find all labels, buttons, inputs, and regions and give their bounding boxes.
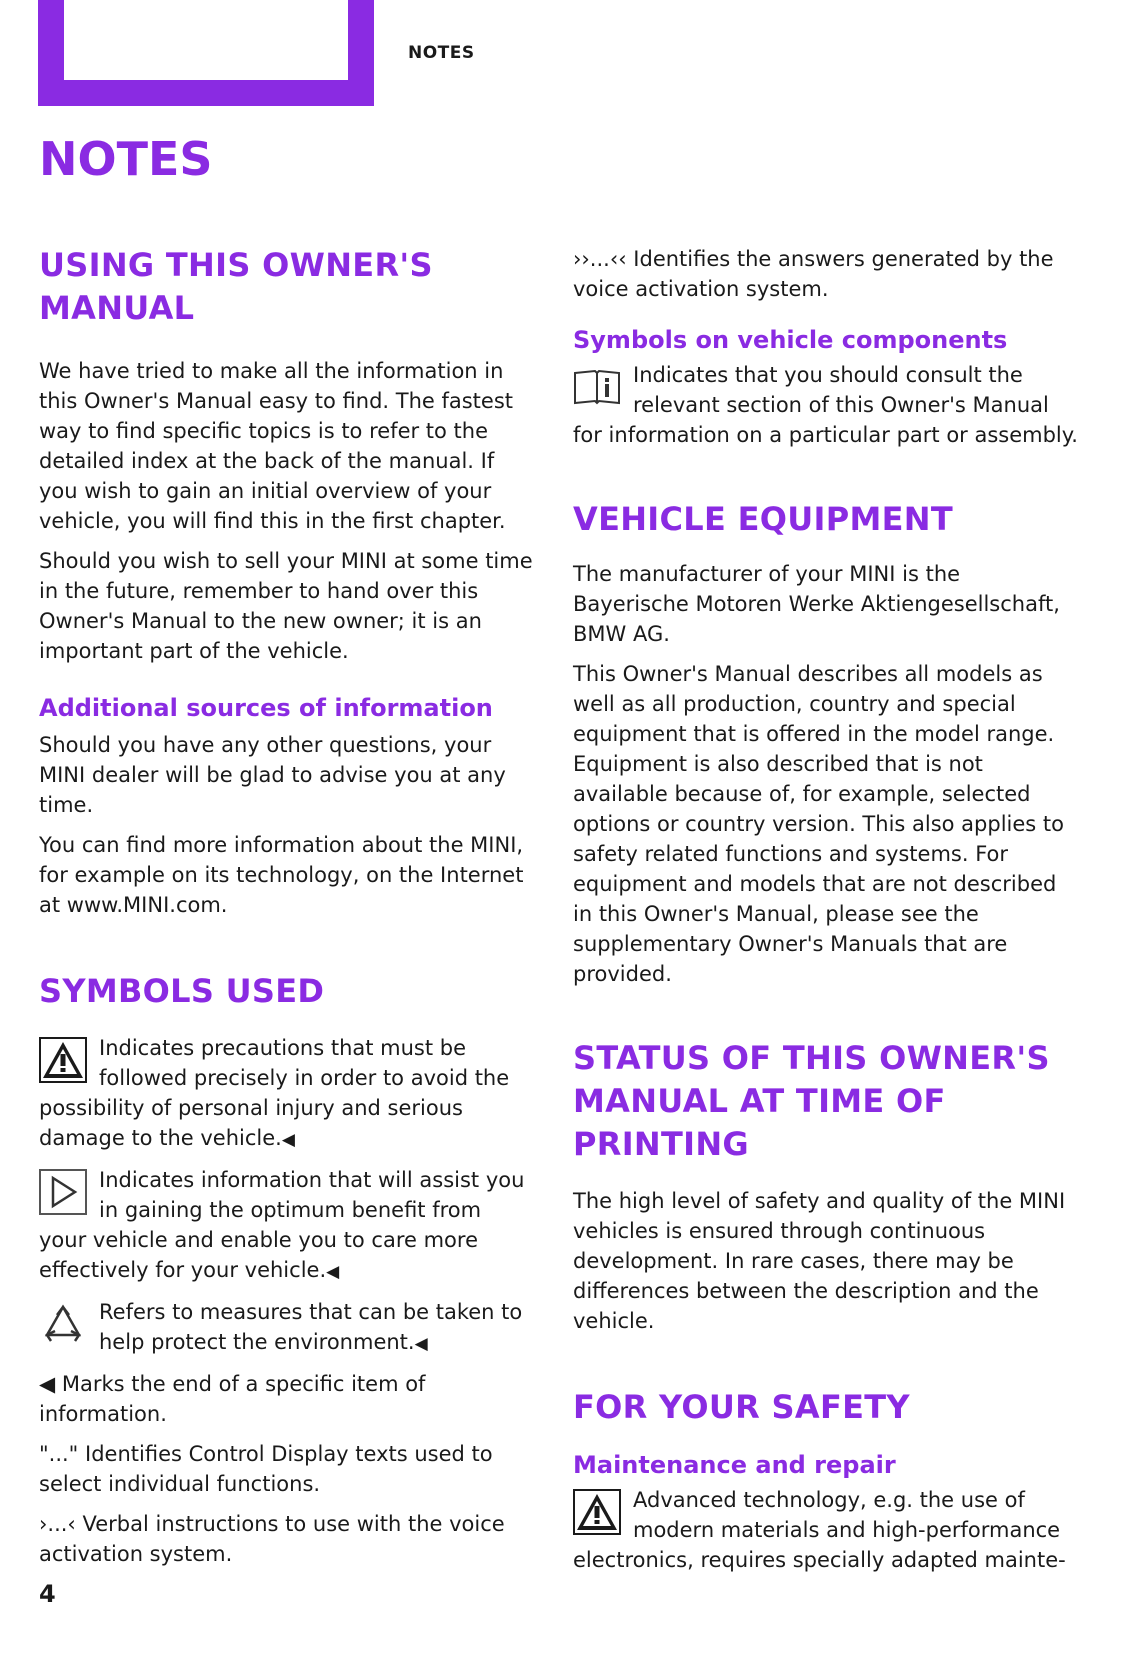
additional-sources-paragraph-1: Should you have any other questions, your MINI dealer will be glad to advise you at any time. xyxy=(39,733,506,817)
page-title: NOTES xyxy=(39,132,213,186)
left-column xyxy=(39,244,534,1579)
symbols-used-heading: SYMBOLS USED xyxy=(39,972,325,1010)
header-tab-frame xyxy=(38,0,374,106)
vehicle-equipment-paragraph-2: This Owner's Manual describes all models as well as all production, country and special equipment that is offered in the model range. Equipment is also described that is not available because of, for example, selected options or country version. This also applies to safety related functions and systems. For equipment and models that are not described in this Owner's Manual, please see the supplementary Owner's Manuals that are provided. xyxy=(573,662,1064,986)
additional-sources-paragraph-2: You can find more information about the MINI, for example on its technology, on the Internet at www.MINI.com. xyxy=(39,833,524,917)
page-number: 4 xyxy=(39,1580,56,1608)
maintenance-warning-item: Advanced technology, e.g. the use of modern materials and high-performance electronics, requires specially adapted mainte- xyxy=(573,1488,1066,1572)
additional-sources-heading: Additional sources of information xyxy=(39,694,493,722)
warning-triangle-icon xyxy=(39,1037,87,1083)
warning-triangle-icon xyxy=(573,1489,621,1535)
warning-symbol-item: Indicates precautions that must be followed precisely in order to avoid the possibility of personal injury and serious damage to the vehicle.◀ xyxy=(39,1036,510,1150)
running-header: NOTES xyxy=(408,43,475,63)
vehicle-equipment-paragraph-1: The manufacturer of your MINI is the Bayerische Motoren Werke Aktiengesellschaft, BMW AG. xyxy=(573,562,1060,646)
using-manual-paragraph-1: We have tried to make all the information in this Owner's Manual easy to find. The fastest way to find specific topics is to refer to the detailed index at the back of the manual. If you wish to gain an initial overview of your vehicle, you will find this in the first chapter. xyxy=(39,359,514,533)
display-text-description: "..." Identifies Control Display texts used to select individual functions. xyxy=(39,1442,493,1496)
voice-answers-description: ››...‹‹ Identifies the answers generated by the voice activation system. xyxy=(573,247,1054,301)
manual-symbol-item: Indicates that you should consult the relevant section of this Owner's Manual for information on a particular part or assembly. xyxy=(573,363,1078,447)
environment-symbol-item: Refers to measures that can be taken to help protect the environment.◀ xyxy=(39,1297,534,1359)
end-mark-description: ◀ Marks the end of a specific item of information. xyxy=(39,1372,426,1426)
manual-book-icon xyxy=(573,364,621,410)
maintenance-heading: Maintenance and repair xyxy=(573,1451,896,1479)
verbal-instruction-description: ›...‹ Verbal instructions to use with the voice activation system. xyxy=(39,1512,505,1566)
status-heading: STATUS OF THIS OWNER'S MANUAL AT TIME OF PRINTING xyxy=(573,1039,1050,1163)
using-manual-paragraph-2: Should you wish to sell your MINI at some time in the future, remember to hand over this Owner's Manual to the new owner; it is an important part of the vehicle. xyxy=(39,549,533,663)
recycle-icon xyxy=(39,1301,87,1347)
symbols-components-heading: Symbols on vehicle components xyxy=(573,326,1008,354)
tip-symbol-item: Indicates information that will assist you in gaining the optimum benefit from your vehicle and enable you to care more effectively for your vehicle.◀ xyxy=(39,1168,525,1282)
safety-heading: FOR YOUR SAFETY xyxy=(573,1388,910,1426)
tip-play-icon xyxy=(39,1169,87,1215)
status-paragraph: The high level of safety and quality of the MINI vehicles is ensured through continuous development. In rare cases, there may be differences between the description and the vehicle. xyxy=(573,1189,1066,1333)
using-manual-heading: USING THIS OWNER'S MANUAL xyxy=(39,246,433,327)
right-column xyxy=(573,244,1078,1585)
vehicle-equipment-heading: VEHICLE EQUIPMENT xyxy=(573,500,954,538)
